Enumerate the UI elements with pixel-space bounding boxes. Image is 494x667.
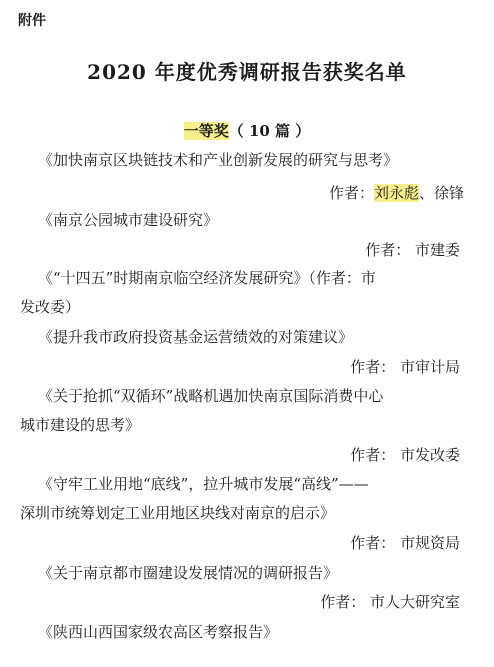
award-count: （ 10 篇 ） bbox=[228, 122, 311, 140]
author-label: 作者： bbox=[328, 184, 374, 202]
award-label: 一等奖 bbox=[183, 122, 229, 140]
attachment-label: 附件 bbox=[18, 13, 46, 29]
page-title: 2020 年度优秀调研报告获奖名单 bbox=[87, 60, 407, 84]
author-highlight: 刘永彪 bbox=[373, 184, 419, 202]
entry-title-cont: 城市建设的思考》 bbox=[20, 416, 141, 434]
author-rest: 、徐锋 bbox=[418, 184, 464, 202]
award-heading bbox=[0, 120, 494, 141]
entry-author bbox=[329, 183, 464, 203]
entry-author: 作者： 市人大研究室 bbox=[320, 593, 460, 611]
entry-title: 《“十四五”时期南京临空经济发展研究》（作者：市 bbox=[38, 269, 376, 287]
entry-title: 《加快南京区块链技术和产业创新发展的研究与思考》 bbox=[38, 151, 399, 169]
entry-title-cont: 发改委） bbox=[20, 298, 81, 316]
entry-author: 作者： 市发改委 bbox=[350, 446, 460, 464]
entry-title: 《提升我市政府投资基金运营绩效的对策建议》 bbox=[38, 328, 354, 346]
entry-title: 《守牢工业用地“底线”，拉升城市发展“高线”—— bbox=[38, 475, 369, 493]
entry-title: 《关于抢抓“双循环”战略机遇加快南京国际消费中心 bbox=[38, 387, 384, 405]
entry-title: 《关于南京都市圈建设发展情况的调研报告》 bbox=[38, 564, 339, 582]
entry-author: 作者： 市规资局 bbox=[350, 534, 460, 552]
entry-title: 《南京公园城市建设研究》 bbox=[38, 211, 219, 229]
entry-title-cont: 深圳市统筹划定工业用地区块线对南京的启示》 bbox=[20, 504, 336, 522]
entry-author: 作者： 市审计局 bbox=[350, 358, 460, 376]
entry-author: 作者： 市建委 bbox=[365, 241, 460, 259]
entry-title: 《陕西山西国家级农高区考察报告》 bbox=[38, 623, 279, 641]
